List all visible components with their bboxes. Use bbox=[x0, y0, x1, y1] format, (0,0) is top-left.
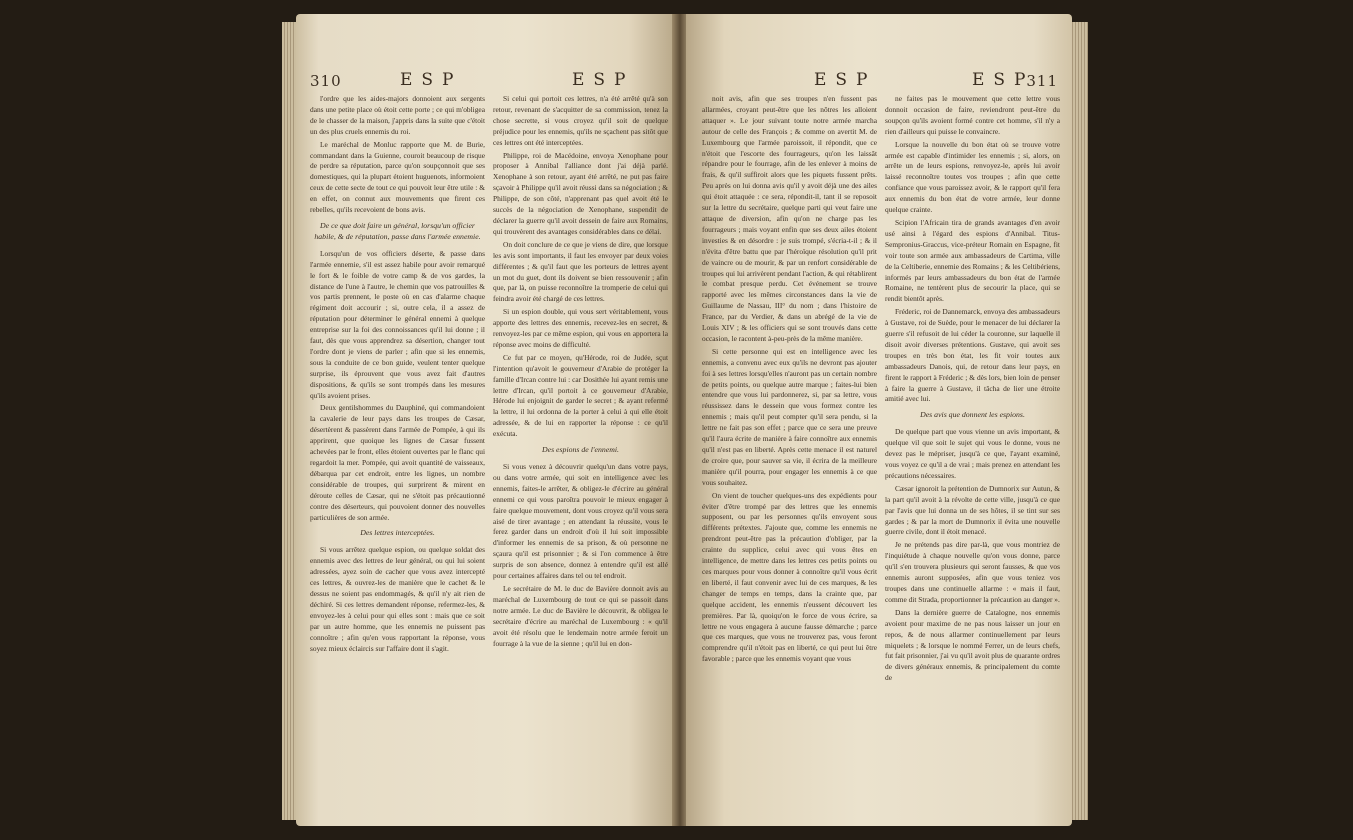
section-heading: Des lettres interceptées. bbox=[360, 528, 435, 538]
paragraph: Si vous venez à découvrir quelqu'un dans votre pays, ou dans votre armée, qui soit en intelligence avec les ennemis, faites-le arrêter, & obligez-le d'écrire au général ennemi ce qui vous paroîtra pouvoir le mieux engager à faire quelque mouvement, dont vous croyez qu'il vous sera aisé de tirer avantage ; en attendant la réussite, vous le ferez garder dans un endroit d'où il lui soit impossible d'informer les ennemis de sa prison, & où personne ne sçaura qu'il est prisonnier ; & si l'on commence à être surpris de son absence, donnez à entendre qu'il est allé pour certaines affaires dans tel ou tel endroit. bbox=[493, 462, 668, 581]
paragraph: Fréderic, roi de Dannemarck, envoya des ambassadeurs à Gustave, roi de Suède, pour le menacer de lui déclarer la guerre s'il refusoit de lui céder la couronne, sur laquelle il disoit avoir diverses prétentions. Gustave, qui avoit ses troupes en très bon état, les fit voir toutes aux ambassadeurs Danois, qui, de retour dans leur pays, en firent le rapport à Fréderic ; & dès lors, bien loin de penser à faire la guerre à Gustave, il tâcha de lier une étroite amitié avec lui. bbox=[885, 307, 1060, 404]
left-page-column-2 bbox=[493, 94, 668, 808]
paragraph: Lorsqu'un de vos officiers déserte, & passe dans l'armée ennemie, s'il est assez habile pour avoir remarqué le fort & le foible de votre camp & de vos gardes, la distance de l'une à l'autre, le chemin que vos patrouilles & vos partis prennent, le poste où en cas d'alarme chaque régiment doit accourir ; si, outre cela, il a assez de réputation pour déterminer le général ennemi à quelque entreprise sur la foi des connoissances qu'il lui donne ; il faut, dès que vous apprendrez sa désertion, changer tout l'ordre dont je viens de parler ; afin que si les ennemis, sous la conduite de ce bon guide, veulent tenter quelque surprise, ils éprouvent que vous avez fait d'autres dispositions, & qu'ils se sont trompés dans les mesures qu'ils avoient prises. bbox=[310, 248, 485, 400]
paragraph: Lorsque la nouvelle du bon état où se trouve votre armée est capable d'intimider les ennemis ; si, alors, on arrête un de leurs espions, renvoyez-le, après lui avoir laissé reconnoître toutes vos troupes ; afin que cette confiance que vous paroissez avoir, & le rapport qu'il fera aux ennemis du bon état de votre armée, leur donne quelque crainte. bbox=[885, 139, 1060, 215]
paragraph: Dans la dernière guerre de Catalogne, nos ennemis avoient pour maxime de ne pas nous laisser un jour en repos, & de nous allarmer continuellement par leurs miquelets ; & lorsque le nommé Ferrer, un de leurs chefs, fut fait prisonnier, j'ai vu qu'il avoit plus de quarante ordres de divers généraux ennemis, & principalement du comte de bbox=[885, 607, 1060, 683]
paragraph: Si un espion double, qui vous sert véritablement, vous apporte des lettres des ennemis, recevez-les en secret, & renvoyez-les par ce même espion, qui vous en apportera la réponse avec moins de difficulté. bbox=[493, 307, 668, 349]
left-page-number: 310 bbox=[310, 72, 342, 90]
right-running-head-1: ESP bbox=[814, 70, 877, 90]
paragraph: On doit conclure de ce que je viens de dire, que lorsque les avis sont importants, il faut les envoyer par deux voies différentes ; & qu'il faut que les porteurs de lettres ayent un mot du guet, dont ils doivent se bien ressouvenir ; afin que, par là, on puisse reconnoître la tromperie de celui qui feindra avoir été chargé de ces lettres. bbox=[493, 239, 668, 304]
paragraph: Deux gentilshommes du Dauphiné, qui commandoient la cavalerie de leur pays dans les troupes de Cæsar, désertèrent & passèrent dans l'armée de Pompée, à qui ils apprirent, que quoique les lignes de Cæsar fussent achevées par le front, elles étoient ouvertes par le flanc qui regardoit la mer. Pompée, qui avoit quantité de vaisseaux, débarqua par cet endroit, entre les lignes, un nombre considérable de troupes, qui surprirent & mirent en déroute celles de Cæsar, qui ne s'étoit pas précautionné contre des déserteurs, qui pouvoient donner des nouvelles particulières de son armée. bbox=[310, 403, 485, 522]
left-running-head-1: ESP bbox=[400, 70, 463, 90]
paragraph: On vient de toucher quelques-uns des expédients pour éviter d'être trompé par des lettres que les ennemis supposent, ou par les personnes qu'ils envoyent sous différents prétextes. J'ajoute que, comme les ennemis ne prendront peut-être pas la précaution d'obliger, par la crainte du supplice, celui avec qui vous êtes en intelligence, de mettre dans les lettres ces petits points ou ces marques pour vous donner à connoître qu'il vous écrit en liberté, il faut convenir avec lui de ces marques, & les changer de temps en temps, dans la crainte que, par quelque accident, les ennemis n'eussent découvert les premières. Par là, quoiqu'on le force de vous écrire, sa lettre ne vous engagera à aucune fausse démarche ; parce que ces marques, que vous ne trouverez pas, vous feront comprendre qu'il n'étoit pas en liberté, ce qui peut lui être favorable ; parce que les ennemis voyant que vous bbox=[702, 490, 877, 664]
paragraph: Le secrétaire de M. le duc de Bavière donnoit avis au maréchal de Luxembourg de tout ce qui se passoit dans notre armée. Le duc de Bavière le découvrit, & obligea le secrétaire d'écrire au maréchal de Luxembourg : « qu'il avoit été résolu que le lendemain notre armée feroit un fourrage à la vue de la sienne ; qu'il lui en don- bbox=[493, 583, 668, 648]
paragraph: Je ne prétends pas dire par-là, que vous montriez de l'inquiétude à chaque nouvelle qu'on vous donne, parce qu'il s'en trouvera plusieurs qui seront fausses, & que vos ennemis auront supposées, afin que vous teniez vos troupes dans une continuelle allarme : « mais il faut, comme dit Strada, proportionner la précaution au danger ». bbox=[885, 540, 1060, 604]
paragraph: Si cette personne qui est en intelligence avec les ennemis, a convenu avec eux qu'ils ne devront pas ajouter foi à ses lettres lorsqu'elles n'auront pas un certain nombre de petits points, ou quelque autre marque ; faites-lui bien entendre que vous lui pardonnerez, si, par sa lettre, vous réussissez dans le dessein que vous formez contre les ennemis ; mais qu'il peut compter qu'il sera pendu, si la lettre ne fait pas son effet ; parce que ce sera une preuve qu'il l'aura écrite de manière à faire connoître aux ennemis qu'il n'est pas en liberté. Après cette menace il est naturel de croire que, pour sauver sa vie, il écrira de la meilleure manière qu'il pourra, pour engager les ennemis à ce que vous souhaitez. bbox=[702, 346, 877, 487]
right-page-column-1 bbox=[702, 94, 877, 808]
right-running-head-2: ESP bbox=[972, 70, 1035, 90]
paragraph: ne faites pas le mouvement que cette lettre vous donnoit occasion de faire, reviendront peut-être du soupçon qu'ils avoient formé contre cet homme, s'il n'y a rien d'ailleurs qui puisse le convaincre. bbox=[885, 94, 1060, 136]
left-running-head-2: ESP bbox=[572, 70, 635, 90]
right-running-header bbox=[700, 72, 1058, 92]
paragraph: Ce fut par ce moyen, qu'Hérode, roi de Judée, sçut l'intention qu'avoit le gouverneur d'Arabie de protéger la famille d'Ircan contre lui : car Dosithée lui ayant remis une lettre d'Ircan, qu'il portoit à ce gouverneur d'Arabie, Hérode lui enjoignit de garder le secret ; & ayant refermé la lettre, il lui ordonna de la porter à celui à qui elle étoit adressée, & de lui en rapporter la réponse : ce qu'il exécuta. bbox=[493, 352, 668, 439]
paragraph: Si celui qui portoit ces lettres, n'a été arrêté qu'à son retour, revenant de s'acquitter de sa commission, tenez la chose secrette, si vous croyez qu'il soit de quelque préjudice pour les ennemis, qu'ils ne sçachent pas sitôt que ces lettres ont été interceptées. bbox=[493, 94, 668, 147]
section-heading: Des avis que donnent les espions. bbox=[920, 410, 1025, 420]
left-running-header bbox=[310, 72, 660, 92]
right-page-column-2 bbox=[885, 94, 1060, 808]
paragraph: Le maréchal de Monluc rapporte que M. de Burie, commandant dans la Guienne, couroit beaucoup de risque de perdre sa réputation, parce qu'on soupçonnoit que ses domestiques, qui la plupart étoient huguenots, informoient ceux de cette secte de tout ce qui pouvoit leur être utile : & en effet, on connut aux mouvements que firent ces rebelles, qu'ils recevoient de bons avis. bbox=[310, 139, 485, 215]
paragraph: Scipion l'Africain tira de grands avantages d'en avoir usé ainsi à l'égard des espions d'Annibal. Titus-Sempronius-Graccus, vice-préteur Romain en Espagne, fit voir toute son armée aux ambassadeurs de Cartima, ville de la Celtiberie, ennemie des Romains ; & les Celtibériens, informés par leurs ambassadeurs du bon état de l'armée Romaine, ne tentèrent plus de secourir la place, qui se rendit bientôt après. bbox=[885, 217, 1060, 304]
right-page-number: 311 bbox=[1026, 72, 1058, 90]
paragraph: Philippe, roi de Macédoine, envoya Xenophane pour proposer à Annibal l'alliance dont j'ai déjà parlé. Xenophane à son retour, ayant été arrêté, ne put pas faire sçavoir à Philippe qu'il avoit réussi dans sa négociation ; & Philippe, de son côté, n'apprenant pas quel avoit été le succès de la négociation de Xenophane, suspendit de déclarer la guerre qu'il avoit dessein de faire aux Romains, qui trouvèrent des avantages considérables dans ce délai. bbox=[493, 150, 668, 236]
paragraph: Si vous arrêtez quelque espion, ou quelque soldat des ennemis avec des lettres de leur général, ou qui lui soient adressées, ayez soin de cacher que vous avez intercepté ces lettres, & ouvrez-les de manière que le cachet & le dessus ne soient pas endommagés, & qu'il n'y ait rien de déchiré. Si ces lettres demandent réponse, refermez-les, & envoyez-les à celui pour qui elles sont : mais que ce soit par un autre homme, que les ennemis ne puissent pas connoître ; afin qu'en vous rapportant la réponse, vous soyez mieux éclaircis sur l'affaire dont il s'agit. bbox=[310, 545, 485, 653]
section-heading: Des espions de l'ennemi. bbox=[541, 445, 620, 455]
section-heading: De ce que doit faire un général, lorsqu'un officier habile, & de réputation, passe dans l'armée ennemie. bbox=[314, 220, 481, 241]
page-edges-right bbox=[1070, 22, 1088, 820]
paragraph: l'ordre que les aides-majors donnoient aux sergents dans une petite place où étoit cette porte ; ce qui m'obligea de le chasser de la maison, j'appris dans la suite que c'étoit un des plus cruels ennemis du roi. bbox=[310, 94, 485, 136]
left-page-column-1 bbox=[310, 94, 485, 808]
right-page bbox=[686, 14, 1072, 826]
paragraph: noit avis, afin que ses troupes n'en fussent pas allarmées, croyant peut-être que les nôtres les alloient attaquer ». Le jour suivant toute notre armée marcha autour de celle des François ; & comme on avertit M. de Luxembourg que l'armée paroissoit, il répondit, que ce n'étoit que l'escorte des fourrageurs, qu'on les laissât répandre pour le fourrage, afin de les enlever à moins de frais, & qu'il suffiroit alors que les piquets fussent prêts. Peu après on lui donna avis qu'il y avoit déjà une des ailes qui étoit attaquée : ce sera, répondit-il, tant il se reposoit sur la lettre du secrétaire, quelque parti qui veut faire une attaque de diversion, afin qu'on ne charge pas les fourrageurs ; mais voyant enfin que ses deux ailes étoient investies & en désordre : je suis trompé, s'écria-t-il ; & il n'évita d'être battu que par l'héroïque résolution qu'il prit de vaincre ou de mourir, & par un renfort considérable de troupes qui lui arrivèrent pendant l'action, & qui rétablirent le combat presque perdu. Cet événement se trouve rapporté avec les mêmes circonstances dans la vie de Guillaume de Nassau, III° du nom ; dans l'histoire de France, par du Verdier, & dans un abrégé de la vie de Louis XIV ; & les officiers qui se sont trouvés dans cette occasion, le racontent à-peu-près de la même manière. bbox=[702, 94, 877, 343]
left-page bbox=[296, 14, 674, 826]
paragraph: De quelque part que vous vienne un avis important, & quelque vil que soit le sujet qui vous le donne, vous ne devez pas le mépriser, jusqu'à ce que, l'ayant examiné, vous voyez ce qu'il a de vrai ; mais prenez en attendant les précautions nécessaires. bbox=[885, 427, 1060, 480]
paragraph: Cæsar ignoroit la prétention de Dumnorix sur Autun, & la part qu'il avoit à la révolte de cette ville, jusqu'à ce que par l'avis que lui donna un de ses hôtes, il se tint sur ses gardes ; & par la mort de Dumnorix il évita une nouvelle guerre civile, dont il étoit menacé. bbox=[885, 483, 1060, 537]
